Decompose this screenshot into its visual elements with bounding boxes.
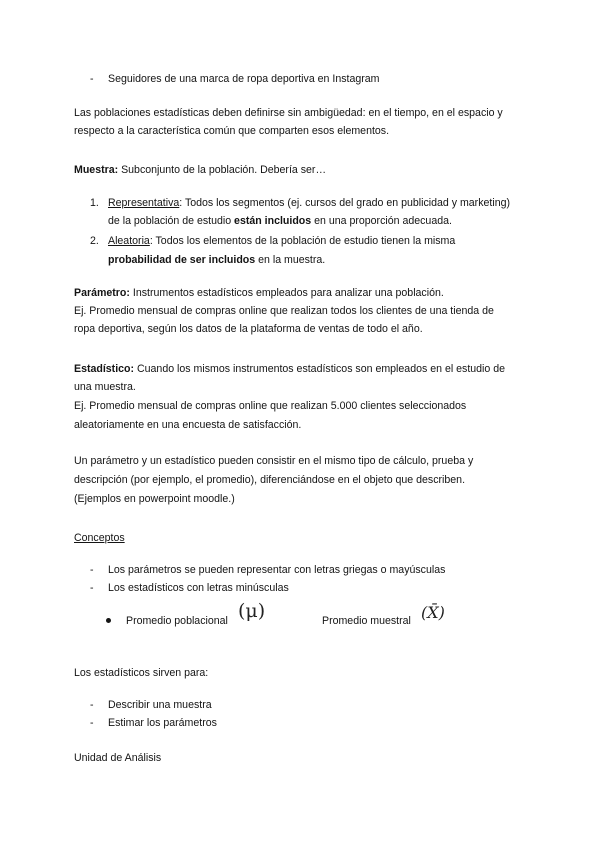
item-text: : Todos los segmentos (ej. cursos del grado en publicidad y marketing) [179,197,511,209]
estadistico-line-2: una muestra. [74,381,136,393]
term-representativa: Representativa [108,197,180,209]
unidad-heading: Unidad de Análisis [74,752,162,764]
promedio-poblacional-label: Promedio poblacional [126,615,228,627]
term-aleatoria: Aleatoria [108,235,150,247]
usos-item-1: Describir una muestra [108,699,212,711]
dash-marker: - [90,73,94,85]
conceptos-item-2: Los estadísticos con letras minúsculas [108,582,289,594]
muestra-label: Muestra: [74,164,119,176]
muestra-item-1-line-1 [108,196,510,210]
dash-marker: - [90,582,94,594]
muestra-item-2-line-1 [108,234,455,248]
item-text: en la muestra. [255,254,326,266]
item-bold-text: probabilidad de ser incluidos [108,254,256,266]
x-bar-symbol: (X̄) [421,603,445,622]
item-bold-text: están incluidos [234,215,312,227]
comparacion-line-2: descripción (por ejemplo, el promedio), diferenciándose en el objeto que describen. [74,474,466,486]
mu-symbol: (μ) [238,600,266,622]
estadistico-text: Cuando los mismos instrumentos estadísticos son empleados en el estudio de [134,363,506,375]
item-text: : Todos los elementos de la población de estudio tienen la misma [149,235,456,247]
usos-intro: Los estadísticos sirven para: [74,667,209,679]
parametro-example-1: Ej. Promedio mensual de compras online que realizan todos los clientes de una tienda de [74,305,494,317]
estadistico-example-2: aleatoriamente en una encuesta de satisfacción. [74,419,302,431]
comparacion-line-3: (Ejemplos en powerpoint moodle.) [74,493,235,505]
dash-marker: - [90,717,94,729]
dash-marker: - [90,564,94,576]
intro-line-2: respecto a la característica común que comparten esos elementos. [74,125,390,137]
muestra-item-1-line-2 [108,214,452,228]
muestra-item-2-line-2 [108,253,325,267]
item-text: en una proporción adecuada. [311,215,452,227]
muestra-text: Subconjunto de la población. Debería ser… [118,164,327,176]
usos-item-2: Estimar los parámetros [108,717,217,729]
comparacion-line-1: Un parámetro y un estadístico pueden consistir en el mismo tipo de cálculo, prueba y [74,455,474,467]
estadistico-example-1: Ej. Promedio mensual de compras online que realizan 5.000 clientes seleccionados [74,400,467,412]
estadistico-label: Estadístico: [74,363,135,375]
parametro-text: Instrumentos estadísticos empleados para analizar una población. [129,287,444,299]
estadistico-definition [74,362,505,376]
top-list-item: Seguidores de una marca de ropa deportiva en Instagram [108,73,380,85]
bullet-dot [106,618,111,623]
parametro-label: Parámetro: [74,287,130,299]
muestra-definition [74,163,326,177]
parametro-example-2: ropa deportiva, según los datos de la plataforma de ventas de todo el año. [74,323,423,335]
dash-marker: - [90,699,94,711]
parametro-definition [74,286,444,300]
item-text: de la población de estudio [108,215,235,227]
list-number: 1. [90,197,99,209]
conceptos-heading: Conceptos [74,532,125,544]
list-number: 2. [90,235,99,247]
conceptos-item-1: Los parámetros se pueden representar con letras griegas o mayúsculas [108,564,446,576]
promedio-muestral-label: Promedio muestral [322,615,411,627]
intro-line-1: Las poblaciones estadísticas deben definirse sin ambigüedad: en el tiempo, en el espacio y [74,107,503,119]
